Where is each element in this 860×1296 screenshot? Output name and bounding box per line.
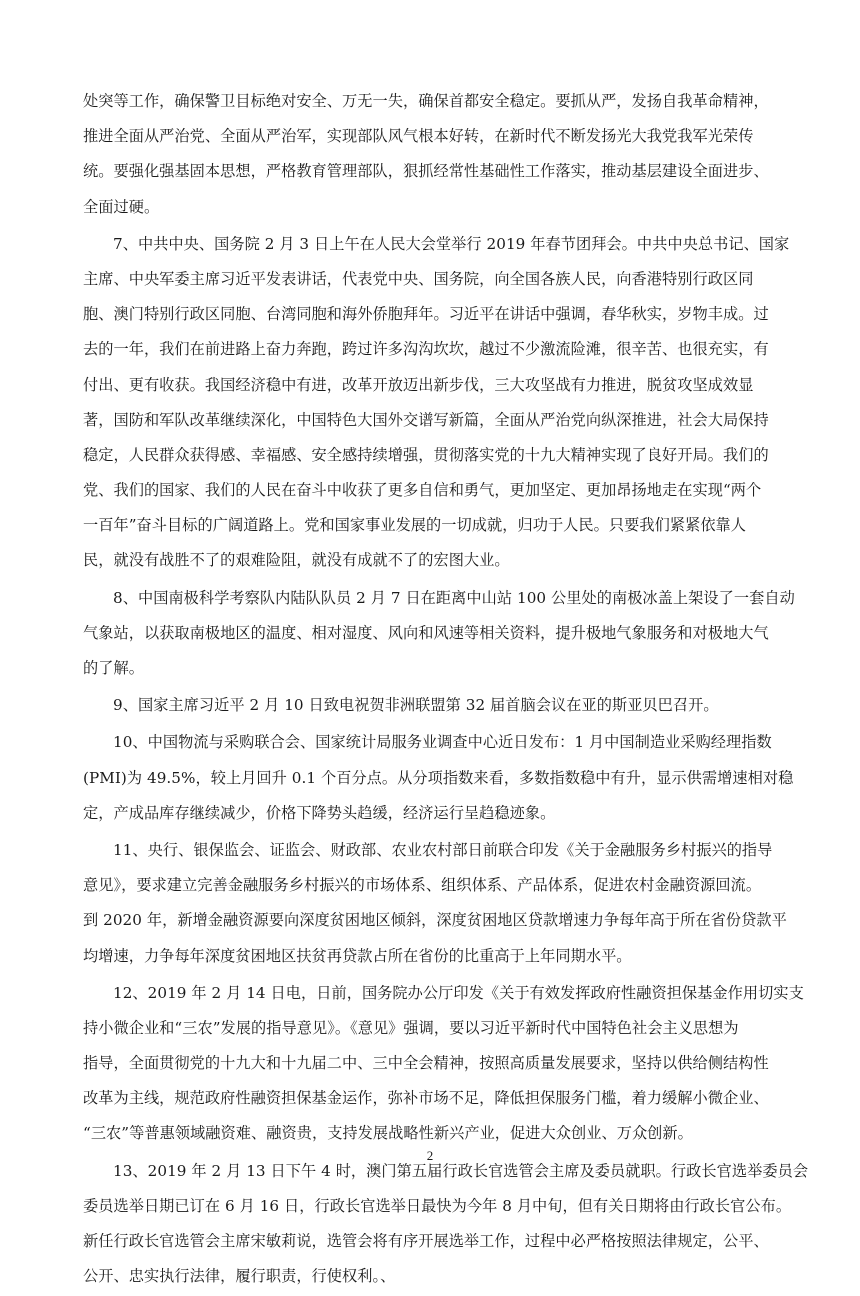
text-line: 意见》，要求建立完善金融服务乡村振兴的市场体系、组织体系、产品体系，促进农村金融资源回流。 bbox=[83, 876, 762, 895]
text-line: 推进全面从严治党、全面从严治军，实现部队风气根本好转，在新时代不断发扬光大我党我军光荣传 bbox=[83, 127, 754, 146]
text-line: 的了解。 bbox=[83, 659, 144, 677]
text-line: 去的一年，我们在前进路上奋力奔跑，跨过许多沟沟坎坎，越过不少激流险滩，很辛苦、也很充实，有 bbox=[83, 340, 769, 359]
paragraph-item-11 bbox=[83, 833, 787, 974]
text-line: 公开、忠实执行法律，履行职责，行使权利。、 bbox=[83, 1267, 396, 1286]
paragraph-item-10 bbox=[83, 725, 794, 831]
text-line: “三农”等普惠领域融资难、融资贵，支持发展战略性新兴产业，促进大众创业、万众创新。 bbox=[83, 1124, 693, 1143]
text-line: 指导，全面贯彻党的十九大和十九届二中、三中全会精神，按照高质量发展要求，坚持以供给侧结构性 bbox=[83, 1054, 769, 1073]
text-line: 委员选举日期已订在 6 月 16 日，行政长官选举日最快为今年 8 月中旬，但有关日期将由行政长官公布。 bbox=[83, 1196, 792, 1215]
text-line: 7、中共中央、国务院 2 月 3 日上午在人民大会堂举行 2019 年春节团拜会。中共中央总书记、国家 bbox=[113, 234, 790, 253]
text-line: 改革为主线，规范政府性融资担保基金运作，弥补市场不足，降低担保服务门槛，着力缓解小微企业、 bbox=[83, 1089, 769, 1108]
text-line: 一百年”奋斗目标的广阔道路上。党和国家事业发展的一切成就，归功于人民。只要我们紧紧依靠人 bbox=[83, 516, 747, 535]
paragraph-item-13 bbox=[83, 1154, 809, 1295]
text-line: 12、2019 年 2 月 14 日电，日前，国务院办公厅印发《关于有效发挥政府性融资担保基金作用切实支 bbox=[113, 983, 804, 1002]
paragraph-item-7 bbox=[83, 227, 790, 579]
text-line: 民，就没有战胜不了的艰难险阻，就没有成就不了的宏图大业。 bbox=[83, 551, 510, 570]
text-line: 均增速，力争每年深度贫困地区扶贫再贷款占所在省份的比重高于上年同期水平。 bbox=[83, 946, 632, 965]
text-line: 党、我们的国家、我们的人民在奋斗中收获了更多自信和勇气，更加坚定、更加昂扬地走在实现“两个 bbox=[83, 481, 762, 500]
text-line: 11、央行、银保监会、证监会、财政部、农业农村部日前联合印发《关于金融服务乡村振兴的指导 bbox=[113, 840, 773, 859]
paragraph-item-8 bbox=[83, 581, 795, 687]
text-line: 8、中国南极科学考察队内陆队队员 2 月 7 日在距离中山站 100 公里处的南极冰盖上架设了一套自动 bbox=[113, 588, 795, 607]
text-line: 主席、中央军委主席习近平发表讲话，代表党中央、国务院，向全国各族人民，向香港特别行政区同 bbox=[83, 269, 754, 288]
text-line: 9、国家主席习近平 2 月 10 日致电祝贺非洲联盟第 32 届首脑会议在亚的斯亚贝巴召开。 bbox=[113, 696, 719, 715]
text-line: 处突等工作，确保警卫目标绝对安全、万无一失，确保首都安全稳定。要抓从严，发扬自我革命精神， bbox=[83, 92, 769, 110]
text-line: 付出、更有收获。我国经济稳中有进，改革开放迈出新步伐，三大攻坚战有力推进，脱贫攻坚成效显 bbox=[83, 375, 754, 394]
text-line: 全面过硬。 bbox=[83, 197, 160, 216]
text-line: 到 2020 年，新增金融资源要向深度贫困地区倾斜，深度贫困地区贷款增速力争每年高于所在省份贷款平 bbox=[83, 911, 787, 930]
document-body bbox=[83, 84, 809, 1296]
page-number: 2 bbox=[426, 1148, 434, 1163]
text-line: 统。要强化强基固本思想，严格教育管理部队，狠抓经常性基础性工作落实，推动基层建设全面进步、 bbox=[83, 162, 769, 181]
text-line: 稳定，人民群众获得感、幸福感、安全感持续增强，贯彻落实党的十九大精神实现了良好开局。我们的 bbox=[83, 445, 769, 464]
text-line: 气象站，以获取南极地区的温度、相对湿度、风向和风速等相关资料，提升极地气象服务和对极地大气 bbox=[83, 623, 769, 642]
text-line: 胞、澳门特别行政区同胞、台湾同胞和海外侨胞拜年。习近平在讲话中强调，春华秋实，岁物丰成。过 bbox=[83, 305, 769, 324]
paragraph-continuation bbox=[83, 84, 777, 225]
text-line: 10、中国物流与采购联合会、国家统计局服务业调查中心近日发布：1 月中国制造业采购经理指数 bbox=[113, 733, 772, 752]
paragraph-item-9 bbox=[83, 688, 777, 723]
text-line: 著，国防和军队改革继续深化，中国特色大国外交谱写新篇，全面从严治党向纵深推进，社会大局保持 bbox=[83, 410, 769, 429]
text-line: (PMI)为 49.5%，较上月回升 0.1 个百分点。从分项指数来看，多数指数稳中有升，显示供需增速相对稳 bbox=[83, 768, 794, 787]
text-line: 定，产成品库存继续减少，价格下降势头趋缓，经济运行呈趋稳迹象。 bbox=[83, 803, 556, 822]
text-line: 新任行政长官选管会主席宋敏莉说，选管会将有序开展选举工作，过程中必严格按照法律规定，公平、 bbox=[83, 1232, 769, 1250]
paragraph-item-12 bbox=[83, 976, 804, 1152]
text-line: 13、2019 年 2 月 13 日下午 4 时，澳门第五届行政长官选管会主席及委员就职。行政长官选举委员会 bbox=[113, 1161, 809, 1180]
text-line: 持小微企业和“三农”发展的指导意见》。《意见》强调，要以习近平新时代中国特色社会主义思想为 bbox=[83, 1018, 739, 1037]
